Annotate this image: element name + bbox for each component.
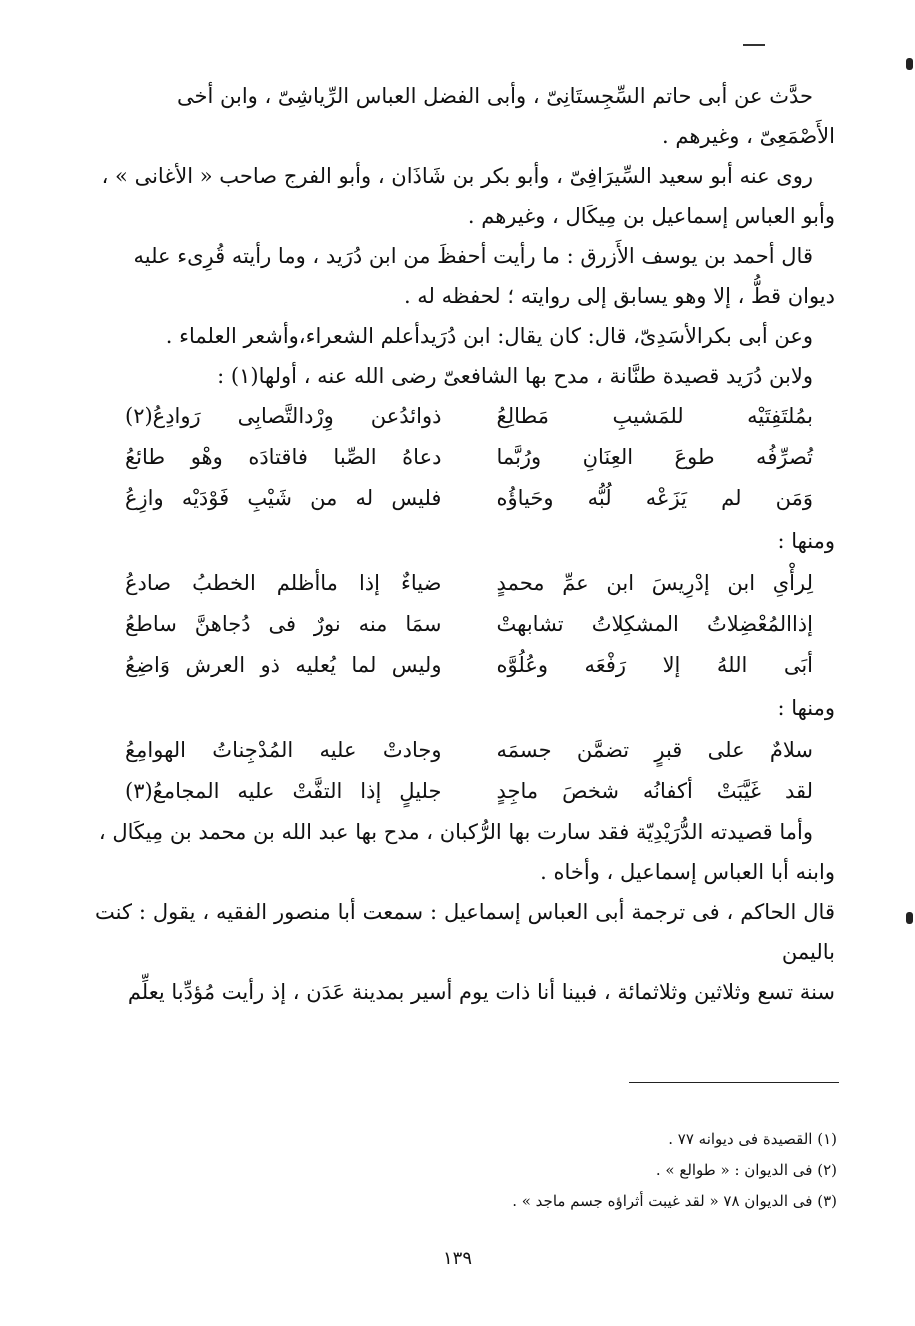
verse-line [95,771,835,812]
poem-excerpt [95,730,835,812]
poem-excerpt [95,563,835,686]
footnote: (٢) فى الديوان : « طوالع » . [655,1161,837,1179]
first-hemistich: إذاالمُعْضِلاتُ المشكِلاتُ تشابهتْ [496,612,813,636]
first-hemistich: وَمَن لم يَزَعْه لُبُّه وحَياؤُه [496,486,813,510]
first-hemistich: سلامٌ على قبرٍ تضمَّن جسمَه [496,738,813,762]
text-line: قال أحمد بن يوسف الأَزرق : ما رأيت أحفظَ من ابن دُرَيد ، وما رأيته قُرِىء عليه [133,244,813,268]
first-hemistich: أبَى اللهُ إلا رَفْعَه وعُلُوَّه [496,653,813,677]
first-hemistich: لقد غَيَّبَتْ أكفانُه شخصَ ماجِدٍ [496,779,813,803]
footnote-divider [629,1082,839,1083]
text-line: ديوان قطُّ ، إلا وهو يسابق إلى روايته ؛ لحفظه له . [403,284,835,308]
second-hemistich: ذوائدُعن وِرْدالتَّصابِى رَوادِعُ(٢) [125,404,442,428]
footnote: (٣) فى الديوان ٧٨ « لقد غيبت أثراؤه جسم ماجد » . [512,1192,837,1210]
verse-line [95,478,835,519]
footnotes [97,1124,837,1217]
second-hemistich: ضياءٌ إذا ماأظلم الخطبُ صادعُ [125,571,442,595]
section-label: ومنها : [777,529,835,553]
second-hemistich: وجادتْ عليه المُدْجِناتُ الهوامِعُ [125,738,442,762]
second-hemistich: سمَا منه نورٌ فى دُجاهنَّ ساطعُ [125,612,442,636]
first-hemistich: تُصرِّفُه طوعَ العِنَانِ ورُبَّما [496,445,813,469]
verse-line [95,645,835,686]
footnote: (١) القصيدة فى ديوانه ٧٧ . [668,1130,837,1148]
verse-line [95,437,835,478]
section-label: ومنها : [777,696,835,720]
text-line: قال الحاكم ، فى ترجمة أبى العباس إسماعيل : سمعت أبا منصور الفقيه ، يقول : كنت باليمن [95,900,835,964]
second-hemistich: دعاهُ الصِّبا فاقتادَه وهْو طائعُ [125,445,442,469]
verse-line [95,563,835,604]
text-line: وأبو العباس إسماعيل بن مِيكَال ، وغيرهم . [467,204,835,228]
text-line: روى عنه أبو سعيد السِّيرَافِىّ ، وأبو بكر بن شَاذَان ، وأبو الفرج صاحب « الأغانى » ، [101,164,813,188]
first-hemistich: لِرأْىِ ابن إدْرِيسَ ابن عمِّ محمدٍ [496,571,813,595]
verse-line [95,730,835,771]
text-line: الأَصْمَعِىّ ، وغيرهم . [662,124,835,148]
text-line: وعن أبى بكرالأسَدِىّ، قال: كان يقال: ابن دُرَيدأعلم الشعراء،وأشعر العلماء . [165,324,813,348]
verse-line [95,396,835,437]
text-line: سنة تسع وثلاثين وثلاثمائة ، فبينا أنا ذات يوم أسير بمدينة عَدَن ، إذ رأيت مُؤدِّبا يعلِّم [127,980,835,1004]
poem-excerpt [95,396,835,519]
first-hemistich: بمُلتَفِتَيْه للمَشيبِ مَطالِعُ [496,404,813,428]
second-hemistich: فليس له من شَيْبِ فَوْدَيْه وازِعُ [125,486,442,510]
text-line: وابنه أبا العباس إسماعيل ، وأخاه . [540,860,835,884]
verse-line [95,604,835,645]
edge-mark [906,58,913,70]
second-hemistich: وليس لما يُعليه ذو العرش وَاضِعُ [125,653,442,677]
second-hemistich: جليلٍ إذا التفَّتْ عليه المجامعُ(٣) [125,779,442,803]
text-line: حدَّث عن أبى حاتم السِّجِستَانِىّ ، وأبى الفضل العباس الرِّياشِىّ ، وابن أخى [177,84,813,108]
edge-mark [906,912,913,924]
main-text [95,76,835,1012]
text-line: ولابن دُرَيد قصيدة طنَّانة ، مدح بها الشافعىّ رضى الله عنه ، أولها(١) : [217,364,813,388]
text-line: وأما قصيدته الدُّرَيْدِيّة فقد سارت بها الرُّكبان ، مدح بها عبد الله بن محمد بن مِيكَال ، [98,820,813,844]
top-mark [743,44,765,46]
page-number: ١٣٩ [442,1248,472,1269]
